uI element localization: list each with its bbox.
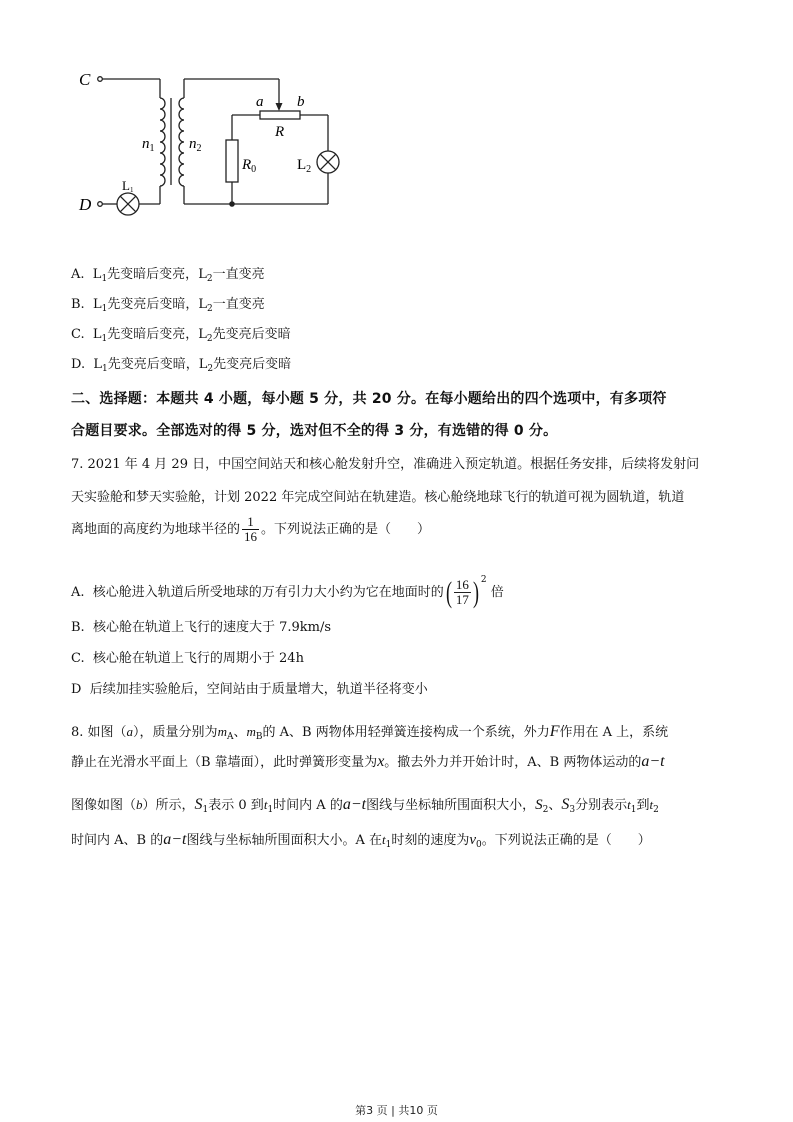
q7-option-b[interactable]: B. 核心舱在轨道上飞行的速度大于 7.9km/s [71,620,332,635]
terminal-d [98,202,103,207]
resistor-r0 [226,140,238,182]
label-l2: $L_2$ [297,157,312,175]
fraction-16-17: $\frac{16}{17}$ [455,577,469,607]
q7-stem-line-1: 7. 2021 年 4 月 29 日，中国空间站天和核心舱发射升空，准确进入预定轨道。根据任务安排，后续将发射问 [71,457,700,472]
page-footer: 第3 页 | 共10 页 [355,1104,438,1117]
q6-option-b[interactable]: B. $L_1$先变亮后变暗，$L_2$一直变亮 [71,297,265,314]
q6-option-d[interactable]: D. $L_1$先变亮后变暗，$L_2$先变亮后变暗 [71,357,292,374]
q7-option-d[interactable]: D 后续加挂实验舱后，空间站由于质量增大，轨道半径将变小 [71,682,428,697]
secondary-coil [179,98,184,186]
q8-stem-line-2: 静止在光滑水平面上（B 靠墙面），此时弹簧形变量为x。撤去外力并开始计时，A、B 两物体运动的a−t [71,753,665,770]
lamp-l1-icon [117,193,139,215]
label-b: b [297,94,305,110]
section-heading-line-1: 二、选择题：本题共 4 小题，每小题 5 分，共 20 分。在每小题给出的四个选项中，有多项符 [71,391,667,407]
label-r0: $R_0$ [242,157,257,175]
terminal-c [98,77,103,82]
fraction-1-16: $\frac{1}{16}$ [244,514,258,544]
lamp-l2-icon [317,151,339,173]
primary-coil [160,98,165,186]
label-d: D [79,195,92,214]
arrow-head [276,103,283,111]
q7-option-c[interactable]: C. 核心舱在轨道上飞行的周期小于 24h [71,651,304,666]
label-c: C [79,70,91,89]
label-n2: $n_2$ [189,136,202,154]
q6-option-a[interactable]: A. $L_1$先变暗后变亮，$L_2$一直变亮 [71,267,265,284]
section-heading-line-2: 合题目要求。全部选对的得 5 分，选对但不全的得 3 分，有选错的得 0 分。 [71,423,558,439]
q8-stem-line-4: 时间内 A、B 的a−t图线与坐标轴所围面积大小。A 在$t_1$时刻的速度为$v_0$。下列说法正确的是（ ） [71,831,651,850]
label-r: R [275,124,285,140]
q7-stem-line-2: 天实验舱和梦天实验舱，计划 2022 年完成空间站在轨建造。核心舱绕地球飞行的轨道可视为圆轨道，轨道 [71,490,685,505]
q8-stem-line-1: 8. 如图（a），质量分别为$m_A$、$m_B$的 A、B 两物体用轻弹簧连接构成一个系统，外力F作用在 A 上，系统 [71,723,669,742]
label-l1: L1 [122,178,134,194]
circuit-diagram [0,0,360,230]
q7-stem-line-3: 离地面的高度约为地球半径的 $\frac{1}{16}$ 。下列说法正确的是（ ） [71,514,431,544]
junction-dot [229,201,235,207]
q7-option-a[interactable]: A. 核心舱进入轨道后所受地球的万有引力大小约为它在地面时的( $\frac{16}{17}$ ) $^2$ 倍 [71,575,504,609]
label-a: a [256,94,264,110]
q6-option-c[interactable]: C. $L_1$先变暗后变亮，$L_2$先变亮后变暗 [71,327,291,344]
q8-stem-line-3: 图像如图（b）所示，$S_1$表示 0 到$t_1$时间内 A 的a−t图线与坐标轴所围面积大小，$S_2$、$S_3$分别表示$t_1$到$t_2$ [71,796,659,815]
label-n1: $n_1$ [142,136,155,154]
resistor-r [260,111,300,119]
